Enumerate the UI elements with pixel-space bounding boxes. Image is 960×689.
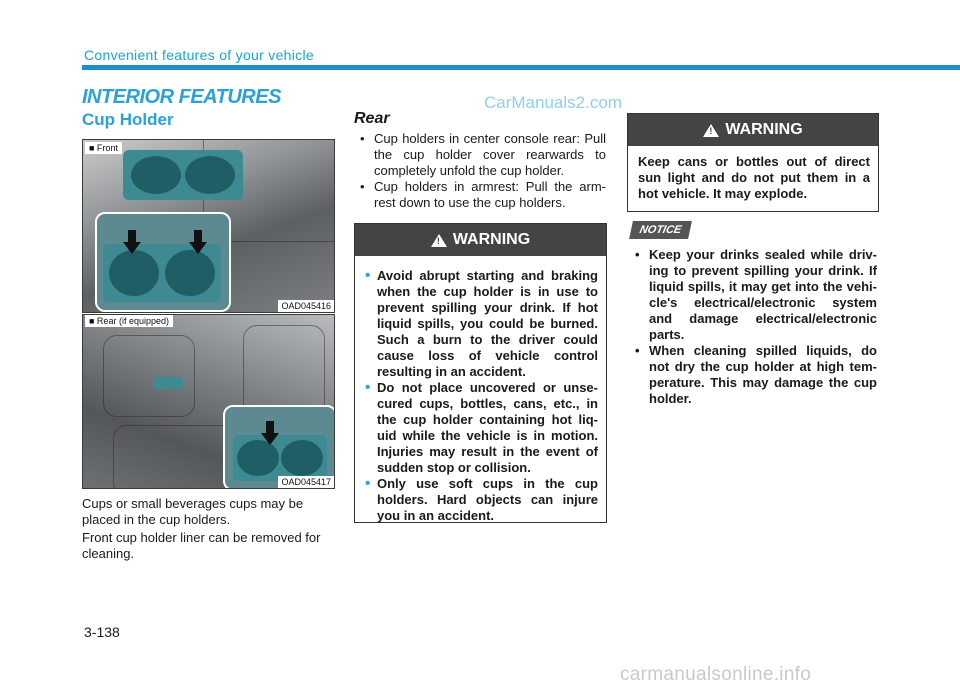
notice-item: • When cleaning spilled liquids, do not dry the cup holder at high tem-perature. This may damage the cup holder.	[627, 343, 877, 407]
warning-triangle-icon: !	[703, 124, 719, 137]
notice-item: • Keep your drinks sealed while driv-ing to prevent spilling your drink. If liquid spills, it may get into the vehi-cle's electrical/electronic system and damage electrical/electronic parts.	[627, 247, 877, 343]
rear-photo-label: ■ Rear (if equipped)	[85, 315, 173, 327]
list-item: • Cup holders in armrest: Pull the arm-rest down to use the cup holders.	[354, 179, 606, 211]
warning-label: WARNING	[452, 231, 531, 248]
header-rule	[82, 65, 960, 70]
warning-box-heat	[627, 113, 879, 212]
down-arrow-icon	[123, 242, 141, 254]
paragraph: Front cup holder liner can be removed for cleaning.	[82, 530, 321, 561]
rear-title: Rear	[354, 110, 390, 127]
chapter-title: Convenient features of your vehicle	[84, 47, 314, 63]
front-cup-holder-photo	[82, 139, 335, 313]
paragraph: Cups or small beverages cups may be placed in the cup holders.	[82, 496, 304, 527]
warning-triangle-icon: !	[431, 234, 447, 247]
warning-header	[355, 224, 606, 256]
warning-box-cup-holder	[354, 223, 607, 523]
warning-item: • Do not place uncovered or unse-cured cups, bottles, cans, etc., in the cup holder containing hot liq-uid while the vehicle is in motion. Injuries may result in the event of sudden stop or collision.	[365, 380, 598, 476]
list-item: • Cup holders in center console rear: Pull the cup holder cover rearwards to completely unfold the cup holder.	[354, 131, 606, 179]
warning-label: WARNING	[725, 121, 803, 138]
down-arrow-icon	[261, 433, 279, 445]
warning-item: • Avoid abrupt starting and braking when the cup holder is in use to prevent spilling your drink. If hot liquid spills, you could be burned. Such a burn to the driver could cause loss of vehicle control resulting in an accident.	[365, 268, 598, 380]
section-title: INTERIOR FEATURES	[82, 86, 281, 108]
warning-item: • Only use soft cups in the cup holders. Hard objects can injure you in an accident.	[365, 476, 598, 524]
rear-cup-holder-photo	[82, 314, 335, 489]
rear-instructions-list	[354, 131, 606, 211]
down-arrow-icon	[189, 242, 207, 254]
cup-holder-title: Cup Holder	[82, 110, 174, 129]
front-holder-shape	[123, 150, 243, 200]
cup-holder-description	[82, 496, 334, 564]
front-holder-inset	[95, 212, 231, 312]
page-number: 3-138	[84, 624, 120, 640]
warning-text: Keep cans or bottles out of direct sun light and do not put them in a hot vehicle. It may explode.	[638, 154, 870, 201]
front-photo-label: ■ Front	[85, 142, 122, 154]
watermark-top[interactable]: CarManuals2.com	[484, 93, 622, 112]
rear-photo-code: OAD045417	[278, 476, 334, 488]
front-photo-code: OAD045416	[278, 300, 334, 312]
notice-badge: NOTICE	[629, 221, 692, 239]
warning-header	[628, 114, 878, 146]
notice-list	[627, 247, 877, 407]
watermark-bottom[interactable]: carmanualsonline.info	[620, 664, 812, 685]
